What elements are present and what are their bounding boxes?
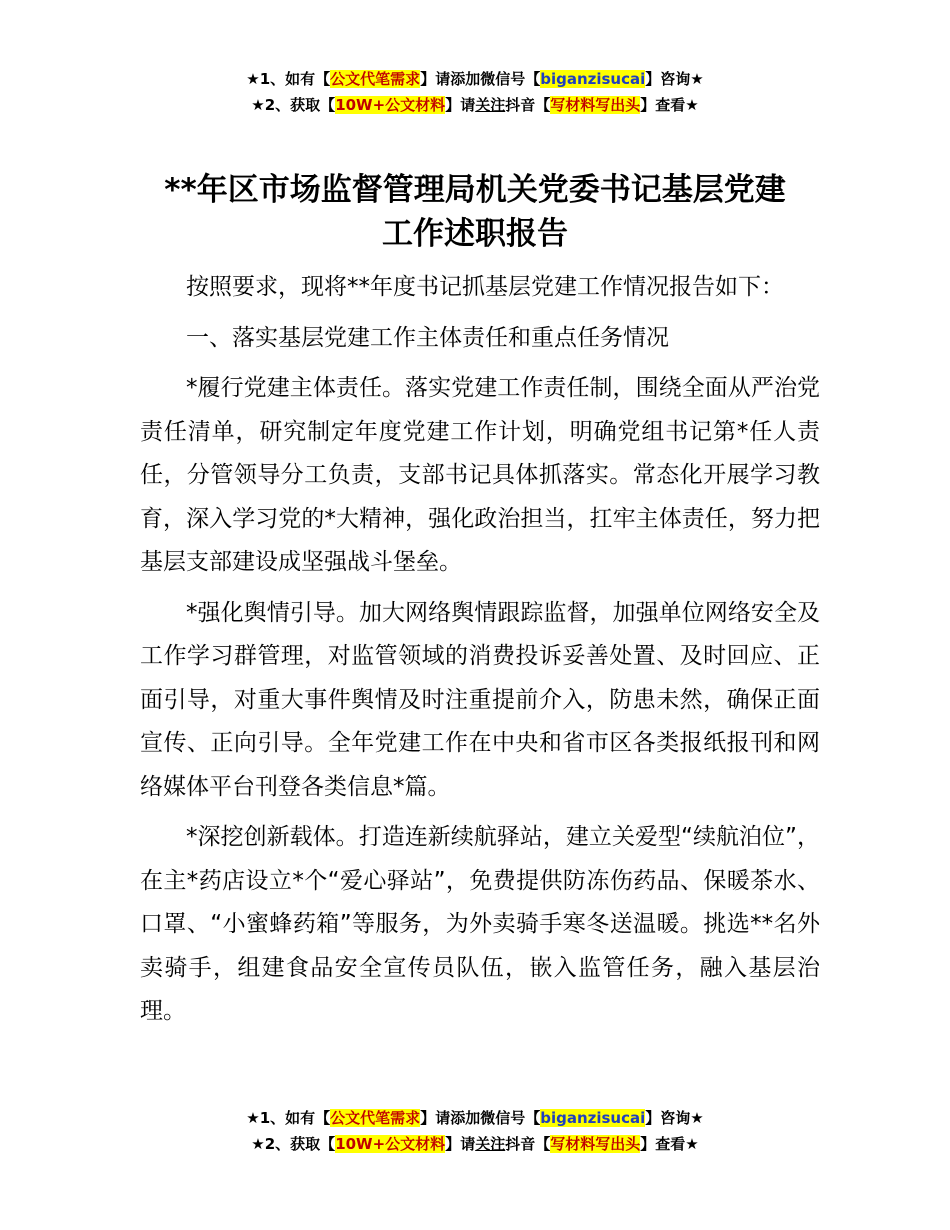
document-body [140, 266, 820, 1041]
highlight-materials: 10W+公文材料 [335, 1135, 446, 1153]
highlight-wechat-id: biganzisucai [540, 1109, 646, 1127]
header-banner [0, 66, 950, 118]
footer-banner [0, 1105, 950, 1157]
highlight-materials: 10W+公文材料 [335, 96, 446, 114]
banner-line-2: ★2、获取【10W+公文材料】请关注抖音【写材料写出头】查看★ [251, 96, 699, 114]
highlight-wechat-id: biganzisucai [540, 70, 646, 88]
highlight-ghostwriting: 公文代笔需求 [330, 1109, 421, 1127]
title-line-1: **年区市场监督管理局机关党委书记基层党建 [164, 172, 786, 208]
underlined-follow: 关注 [475, 96, 506, 114]
body-paragraph: *深挖创新载体。打造连新续航驿站，建立关爱型“续航泊位”，在主*药店设立*个“爱心驿站”，免费提供防冻伤药品、保暖茶水、口罩、“小蜜蜂药箱”等服务，为外卖骑手寒冬送温暖。挑选**名外卖骑手，组建食品安全宣传员队伍，嵌入监管任务，融入基层治理。 [140, 824, 820, 1024]
banner-line-1: ★1、如有【公文代笔需求】请添加微信号【biganzisucai】咨询★ [246, 1109, 704, 1127]
highlight-ghostwriting: 公文代笔需求 [330, 70, 421, 88]
section-heading-1: 一、落实基层党建工作主体责任和重点任务情况 [186, 324, 669, 351]
document-title [100, 168, 850, 256]
underlined-follow: 关注 [475, 1135, 506, 1153]
title-line-2: 工作述职报告 [382, 216, 568, 252]
body-paragraph: *强化舆情引导。加大网络舆情跟踪监督，加强单位网络安全及工作学习群管理，对监管领域的消费投诉妥善处置、及时回应、正面引导，对重大事件舆情及时注重提前介入，防患未然，确保正面宣传、正向引导。全年党建工作在中央和省市区各类报纸报刊和网络媒体平台刊登各类信息*篇。 [140, 599, 820, 800]
body-paragraph: *履行党建主体责任。落实党建工作责任制，围绕全面从严治党责任清单，研究制定年度党建工作计划，明确党组书记第*任人责任，分管领导分工负责，支部书记具体抓落实。常态化开展学习教育，深入学习党的*大精神，强化政治担当，扛牢主体责任，努力把基层支部建设成坚强战斗堡垒。 [140, 375, 820, 575]
highlight-douyin-account: 写材料写出头 [550, 96, 641, 114]
banner-line-2: ★2、获取【10W+公文材料】请关注抖音【写材料写出头】查看★ [251, 1135, 699, 1153]
banner-line-1: ★1、如有【公文代笔需求】请添加微信号【biganzisucai】咨询★ [246, 70, 704, 88]
highlight-douyin-account: 写材料写出头 [550, 1135, 641, 1153]
intro-paragraph: 按照要求，现将**年度书记抓基层党建工作情况报告如下： [186, 274, 784, 300]
